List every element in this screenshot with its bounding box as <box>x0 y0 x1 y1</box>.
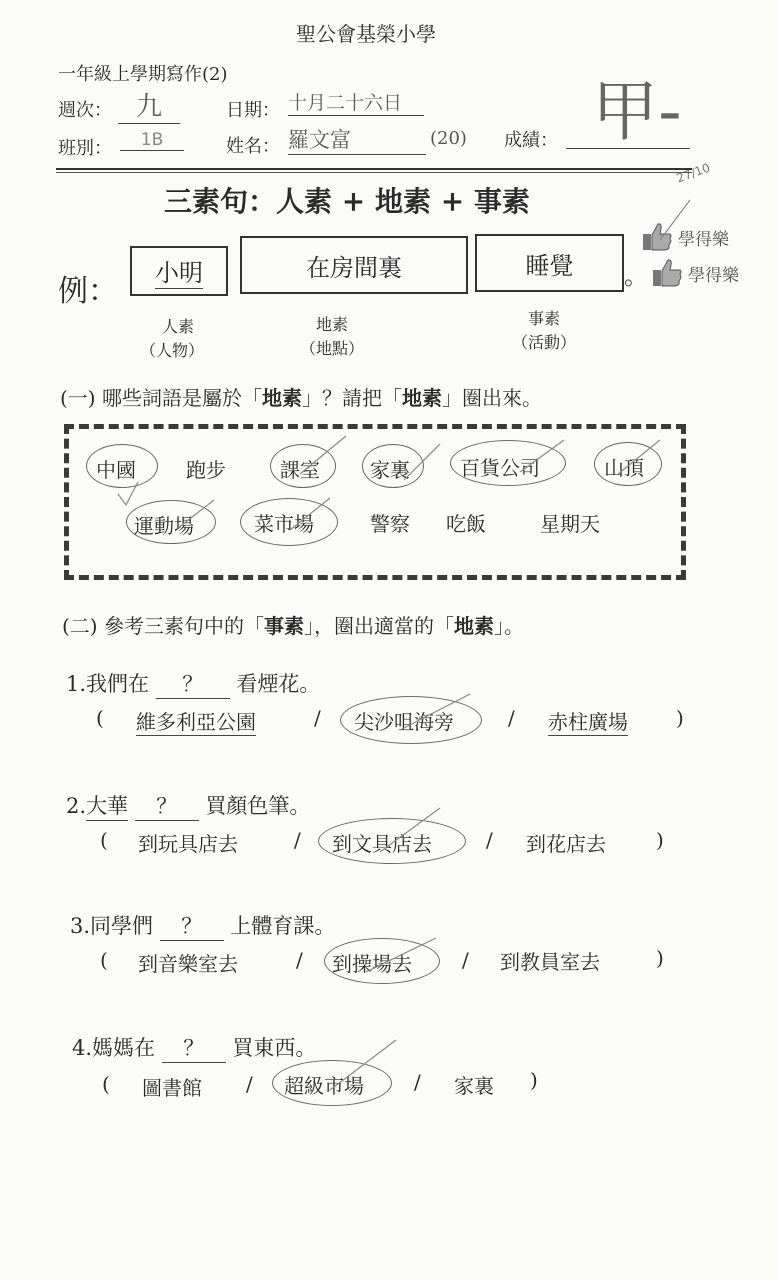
item-1-option-1[interactable]: 維多利亞公園 <box>136 706 256 736</box>
example-person: 小明 <box>155 253 203 289</box>
thumbs-up-icon <box>650 256 684 290</box>
item-3-paren-close: ) <box>656 946 664 970</box>
item-1-sentence: 1.我們在 ？ 看煙花。 <box>66 668 320 699</box>
circle-mark <box>272 1060 392 1106</box>
example-person-box <box>130 246 228 296</box>
item-4-option-1[interactable]: 圖書館 <box>142 1076 202 1100</box>
slash: / <box>508 706 515 730</box>
item-3-option-2[interactable]: 到操場去 <box>332 952 412 976</box>
score-line[interactable] <box>566 132 690 149</box>
item-4-sentence: 4.媽媽在 ？ 買東西。 <box>72 1032 316 1063</box>
like-badge-2 <box>650 256 739 290</box>
word-market[interactable]: 菜市場 <box>254 512 314 536</box>
caption-event-1: 事素 <box>528 309 561 328</box>
word-department-store[interactable]: 百貨公司 <box>460 456 540 480</box>
worksheet-title: 一年級上學期寫作(2) <box>58 64 228 85</box>
circle-mark <box>450 440 566 486</box>
caption-person-1: 人素 <box>161 317 194 336</box>
word-running[interactable]: 跑步 <box>186 458 226 482</box>
word-peak[interactable]: 山頂 <box>604 456 644 480</box>
item-4-option-3[interactable]: 家裏 <box>454 1074 494 1098</box>
like-label-2: 學得樂 <box>688 265 739 286</box>
name-label: 姓名： <box>226 136 280 157</box>
slash: / <box>462 948 469 972</box>
item-1-option-3[interactable]: 赤柱廣場 <box>548 706 628 736</box>
slash: / <box>314 706 321 730</box>
header-divider <box>56 168 692 170</box>
like-label-1: 學得樂 <box>678 229 729 250</box>
word-sports-ground[interactable]: 運動場 <box>134 514 194 538</box>
header-divider-thin <box>56 172 692 173</box>
word-home[interactable]: 家裏 <box>370 458 410 482</box>
word-china[interactable]: 中國 <box>96 458 136 482</box>
page-title: 三素句：人素 + 地素 + 事素 <box>164 185 530 218</box>
circle-mark <box>318 818 466 864</box>
item-3-option-1[interactable]: 到音樂室去 <box>138 952 238 976</box>
item-4-paren-close: ) <box>530 1068 538 1092</box>
name-value[interactable]: 羅文富 <box>288 124 426 155</box>
word-police[interactable]: 警察 <box>370 512 410 536</box>
item-2-option-1[interactable]: 到玩具店去 <box>138 832 238 856</box>
caption-person-2: （人物） <box>140 341 205 360</box>
item-2-option-3[interactable]: 到花店去 <box>526 832 606 856</box>
circle-mark <box>362 444 424 488</box>
like-badge-1 <box>640 220 729 254</box>
example-label: 例： <box>58 274 118 309</box>
item-1-option-2[interactable]: 尖沙咀海旁 <box>354 710 454 734</box>
circle-mark <box>340 696 482 744</box>
example-event: 睡覺 <box>475 234 624 292</box>
slash: / <box>414 1070 421 1094</box>
score-mark: 甲- <box>592 73 682 150</box>
example-place: 在房間裏 <box>240 236 468 294</box>
class-value[interactable]: 1B <box>120 130 184 151</box>
word-classroom[interactable]: 課室 <box>280 458 320 482</box>
slash: / <box>294 828 301 852</box>
item-2-option-2[interactable]: 到文具店去 <box>332 832 432 856</box>
school-name: 聖公會基榮小學 <box>296 22 436 46</box>
item-3-sentence: 3.同學們 ？ 上體育課。 <box>70 910 335 941</box>
mark-date: 27/10 <box>674 160 712 186</box>
circle-mark <box>86 444 158 488</box>
item-4-paren-open: ( <box>102 1072 110 1096</box>
item-3-paren-open: ( <box>100 948 108 972</box>
circle-mark <box>240 498 338 546</box>
slash: / <box>246 1072 253 1096</box>
circle-mark <box>324 938 440 984</box>
item-2-paren-open: ( <box>100 828 108 852</box>
example-period: 。 <box>624 262 648 290</box>
caption-place-1: 地素 <box>316 315 349 334</box>
circle-mark <box>270 444 336 488</box>
week-label: 週次： <box>58 100 112 121</box>
item-3-option-3[interactable]: 到教員室去 <box>500 950 600 974</box>
circle-mark <box>594 442 662 486</box>
item-1-paren-open: ( <box>96 706 104 730</box>
word-sunday[interactable]: 星期天 <box>540 512 600 536</box>
thumbs-up-icon <box>640 220 674 254</box>
item-2-sentence: 2.大華 ？ 買顏色筆。 <box>66 790 310 821</box>
caption-place-2: （地點） <box>300 339 365 358</box>
slash: / <box>486 828 493 852</box>
week-value[interactable]: 九 <box>118 86 180 124</box>
item-1-paren-close: ) <box>676 706 684 730</box>
caption-event-2: （活動） <box>512 333 577 352</box>
item-2-paren-close: ) <box>656 828 664 852</box>
class-label: 班別： <box>58 138 112 159</box>
date-label: 日期： <box>226 100 280 121</box>
student-number: (20) <box>430 128 467 149</box>
section1-question: (一) 哪些詞語是屬於「地素」？請把「地素」圈出來。 <box>60 386 542 410</box>
score-label: 成績： <box>504 130 558 151</box>
circle-mark <box>126 500 216 544</box>
date-value[interactable]: 十月二十六日 <box>288 88 424 116</box>
word-eat[interactable]: 吃飯 <box>446 512 486 536</box>
item-4-option-2[interactable]: 超級市場 <box>284 1074 364 1098</box>
slash: / <box>296 948 303 972</box>
section2-question: (二) 參考三素句中的「事素」，圈出適當的「地素」。 <box>62 614 524 638</box>
